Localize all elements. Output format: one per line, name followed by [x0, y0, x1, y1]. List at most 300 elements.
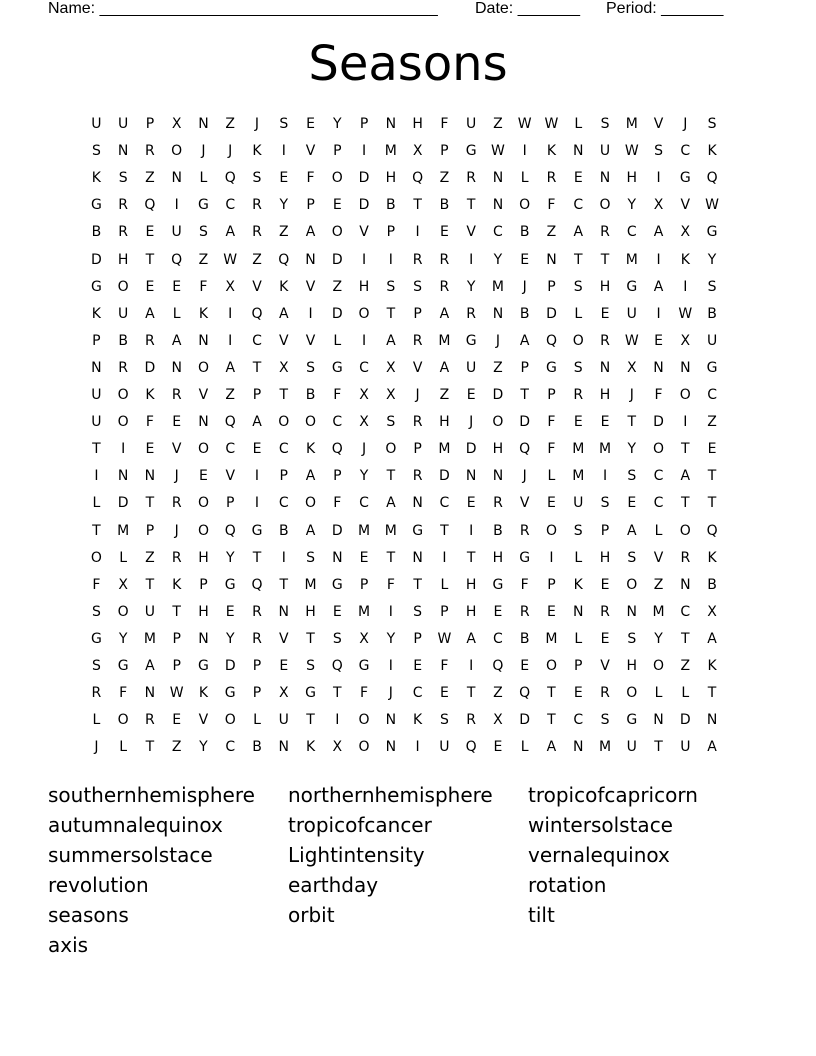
grid-letter: V: [198, 387, 209, 403]
grid-letter: N: [144, 685, 156, 702]
grid-letter: S: [600, 712, 610, 729]
word-list-item: vernalequinox: [528, 843, 670, 867]
grid-letter: K: [91, 170, 101, 187]
grid-letter: T: [547, 712, 556, 729]
grid-letter: N: [198, 414, 209, 431]
grid-letter: Q: [144, 197, 156, 214]
grid-letter: M: [143, 630, 156, 647]
grid-letter: V: [305, 143, 316, 160]
grid-letter: L: [654, 685, 663, 702]
grid-letter: K: [91, 305, 101, 322]
grid-letter: I: [656, 170, 661, 187]
grid-letter: J: [174, 468, 179, 485]
grid-letter: P: [359, 576, 369, 593]
grid-letter: U: [626, 305, 637, 322]
grid-letter: K: [707, 143, 717, 160]
grid-letter: H: [198, 549, 209, 566]
grid-letter: D: [331, 305, 343, 322]
grid-letter: R: [171, 549, 182, 566]
grid-letter: Q: [171, 251, 183, 268]
grid-letter: F: [92, 576, 101, 593]
grid-letter: P: [413, 441, 422, 458]
grid-letter: R: [600, 603, 610, 620]
grid-letter: J: [201, 143, 206, 160]
grid-letter: S: [654, 143, 663, 160]
grid-letter: F: [440, 116, 449, 132]
grid-letter: O: [626, 685, 638, 702]
grid-letter: F: [360, 685, 369, 702]
word-list-item: autumnalequinox: [48, 813, 223, 837]
grid-letter: T: [707, 495, 717, 512]
grid-letter: G: [706, 224, 718, 241]
grid-letter: L: [574, 549, 583, 566]
grid-letter: R: [493, 495, 503, 512]
grid-letter: F: [145, 414, 154, 431]
grid-letter: Y: [707, 251, 717, 268]
grid-letter: P: [413, 630, 422, 647]
grid-letter: N: [492, 305, 504, 322]
grid-letter: R: [600, 685, 610, 702]
grid-letter: Z: [225, 116, 236, 132]
grid-letter: C: [439, 495, 450, 512]
grid-letter: V: [653, 549, 664, 566]
grid-letter: J: [522, 278, 527, 295]
grid-letter: D: [492, 387, 504, 403]
grid-letter: L: [681, 685, 690, 702]
grid-letter: F: [199, 278, 208, 295]
grid-letter: Y: [493, 251, 503, 268]
grid-letter: V: [305, 332, 316, 349]
grid-letter: K: [198, 685, 209, 702]
grid-letter: H: [439, 414, 450, 431]
grid-letter: X: [359, 414, 369, 431]
grid-letter: S: [600, 116, 610, 132]
grid-letter: E: [145, 278, 155, 295]
grid-letter: H: [599, 387, 611, 403]
grid-letter: L: [654, 522, 663, 539]
grid-letter: I: [254, 468, 260, 485]
grid-letter: H: [385, 170, 397, 187]
grid-letter: H: [599, 549, 611, 566]
grid-letter: N: [573, 603, 584, 620]
grid-letter: P: [520, 359, 529, 376]
grid-letter: Y: [627, 197, 637, 214]
grid-letter: L: [520, 739, 529, 756]
grid-letter: P: [145, 522, 155, 539]
grid-letter: F: [654, 387, 663, 403]
grid-letter: B: [278, 522, 289, 539]
grid-letter: V: [519, 495, 530, 512]
grid-letter: A: [707, 739, 717, 756]
grid-letter: S: [386, 278, 396, 295]
grid-letter: C: [680, 143, 691, 160]
grid-letter: G: [679, 170, 691, 187]
grid-letter: E: [439, 685, 449, 702]
grid-letter: Y: [225, 549, 235, 566]
grid-letter: Q: [224, 414, 236, 431]
grid-letter: R: [412, 414, 423, 431]
grid-letter: T: [573, 251, 583, 268]
grid-letter: B: [707, 305, 717, 322]
grid-letter: V: [600, 658, 610, 674]
grid-letter: V: [278, 332, 289, 349]
grid-letter: O: [331, 170, 343, 187]
grid-letter: E: [439, 224, 449, 241]
grid-letter: E: [359, 549, 369, 566]
grid-letter: P: [547, 576, 556, 593]
grid-letter: I: [442, 549, 447, 566]
grid-letter: P: [145, 116, 155, 132]
grid-letter: N: [599, 359, 611, 376]
grid-letter: O: [305, 414, 317, 431]
grid-letter: M: [384, 522, 397, 539]
grid-letter: K: [707, 549, 717, 566]
grid-letter: M: [625, 251, 638, 268]
grid-letter: V: [466, 224, 476, 241]
grid-letter: G: [117, 658, 129, 674]
grid-letter: V: [278, 630, 289, 647]
word-list-item: northernhemisphere: [288, 783, 493, 807]
grid-letter: H: [358, 278, 370, 295]
grid-letter: N: [278, 739, 289, 756]
grid-letter: G: [492, 576, 504, 593]
grid-letter: E: [225, 603, 235, 620]
grid-letter: Z: [493, 685, 503, 702]
grid-letter: B: [91, 224, 102, 241]
word-list-item: tropicofcapricorn: [528, 783, 698, 807]
grid-letter: T: [145, 495, 155, 512]
grid-letter: M: [304, 576, 317, 593]
grid-letter: E: [493, 603, 503, 620]
grid-letter: L: [574, 116, 583, 132]
grid-letter: W: [517, 116, 532, 132]
grid-letter: U: [626, 739, 637, 756]
grid-letter: E: [172, 414, 182, 431]
grid-letter: Q: [706, 522, 718, 539]
grid-letter: A: [466, 630, 476, 647]
grid-letter: Q: [331, 441, 343, 458]
grid-letter: R: [91, 685, 102, 702]
grid-letter: S: [91, 658, 101, 674]
grid-letter: T: [386, 468, 396, 485]
grid-letter: X: [386, 387, 396, 403]
grid-letter: D: [653, 414, 664, 431]
word-list-item: seasons: [48, 903, 129, 927]
grid-letter: Y: [359, 468, 369, 485]
grid-letter: W: [624, 332, 639, 349]
grid-letter: R: [171, 495, 182, 512]
grid-letter: V: [252, 278, 262, 295]
grid-letter: T: [681, 441, 690, 458]
grid-letter: I: [281, 143, 286, 160]
grid-letter: G: [546, 359, 557, 376]
grid-letter: G: [224, 576, 236, 593]
grid-letter: T: [466, 685, 476, 702]
grid-letter: Z: [680, 658, 691, 674]
grid-letter: M: [598, 739, 612, 756]
grid-letter: W: [437, 630, 452, 647]
grid-letter: P: [252, 658, 262, 674]
grid-letter: R: [252, 197, 262, 214]
grid-letter: I: [683, 414, 688, 431]
grid-letter: O: [358, 712, 370, 729]
grid-letter: Z: [546, 224, 557, 241]
grid-letter: B: [519, 305, 530, 322]
grid-letter: K: [305, 739, 316, 756]
grid-letter: H: [412, 116, 423, 132]
grid-letter: E: [145, 224, 155, 241]
grid-letter: W: [544, 116, 559, 132]
grid-letter: O: [358, 305, 370, 322]
grid-letter: J: [228, 143, 233, 160]
grid-letter: A: [145, 305, 155, 322]
period-field: Period: _______: [606, 0, 724, 17]
grid-letter: T: [440, 522, 449, 539]
grid-letter: K: [707, 658, 717, 674]
grid-letter: S: [306, 658, 315, 674]
grid-letter: O: [653, 658, 665, 674]
grid-letter: C: [626, 224, 637, 241]
grid-letter: A: [305, 468, 316, 485]
grid-letter: G: [90, 278, 102, 295]
grid-letter: P: [306, 197, 315, 214]
page-title: Seasons: [308, 36, 508, 92]
grid-letter: D: [331, 251, 343, 268]
grid-letter: R: [252, 224, 262, 241]
grid-letter: V: [305, 278, 316, 295]
grid-letter: D: [358, 197, 370, 214]
grid-letter: P: [172, 630, 181, 647]
grid-letter: R: [466, 305, 477, 322]
grid-letter: V: [653, 116, 664, 132]
grid-letter: Q: [331, 658, 343, 674]
grid-letter: M: [625, 116, 638, 132]
grid-letter: I: [388, 658, 393, 674]
grid-letter: Q: [519, 685, 531, 702]
grid-letter: X: [493, 712, 503, 729]
grid-letter: G: [626, 712, 638, 729]
grid-letter: W: [624, 143, 639, 160]
grid-letter: G: [412, 522, 424, 539]
grid-letter: P: [252, 685, 262, 702]
grid-letter: M: [598, 441, 612, 458]
grid-letter: R: [519, 522, 530, 539]
grid-letter: Z: [439, 170, 450, 187]
grid-letter: U: [91, 387, 102, 403]
grid-letter: D: [144, 359, 156, 376]
grid-letter: I: [656, 251, 661, 268]
grid-letter: G: [331, 359, 343, 376]
grid-letter: W: [678, 305, 693, 322]
grid-letter: N: [412, 495, 423, 512]
grid-letter: I: [602, 468, 608, 485]
grid-letter: Y: [225, 630, 235, 647]
grid-letter: A: [653, 278, 664, 295]
grid-letter: H: [465, 603, 477, 620]
grid-letter: M: [572, 441, 585, 458]
grid-letter: Y: [466, 278, 476, 295]
grid-letter: N: [680, 359, 691, 376]
grid-letter: I: [388, 251, 393, 268]
grid-letter: A: [573, 224, 584, 241]
grid-letter: C: [573, 712, 584, 729]
grid-letter: X: [332, 739, 343, 756]
grid-letter: P: [440, 143, 449, 160]
grid-letter: H: [626, 170, 638, 187]
grid-letter: V: [171, 441, 182, 458]
grid-letter: A: [278, 305, 289, 322]
grid-letter: Z: [252, 251, 262, 268]
grid-letter: M: [384, 143, 397, 160]
grid-letter: C: [573, 197, 584, 214]
grid-letter: G: [465, 332, 477, 349]
grid-letter: I: [656, 305, 661, 322]
grid-letter: G: [90, 630, 102, 647]
grid-letter: Q: [278, 251, 290, 268]
grid-letter: H: [198, 603, 209, 620]
grid-letter: T: [466, 197, 476, 214]
grid-letter: R: [412, 332, 423, 349]
grid-letter: X: [225, 278, 236, 295]
grid-letter: F: [333, 387, 342, 403]
grid-letter: T: [707, 685, 717, 702]
grid-letter: H: [465, 576, 477, 593]
grid-letter: A: [439, 359, 450, 376]
grid-letter: L: [119, 739, 128, 756]
grid-letter: T: [145, 576, 155, 593]
grid-letter: D: [331, 522, 343, 539]
grid-letter: E: [252, 441, 262, 458]
grid-letter: N: [144, 468, 156, 485]
grid-letter: E: [547, 495, 556, 512]
grid-letter: T: [252, 549, 262, 566]
grid-letter: W: [491, 143, 505, 160]
grid-letter: O: [679, 387, 691, 403]
grid-letter: E: [145, 441, 155, 458]
grid-letter: Z: [145, 170, 155, 187]
grid-letter: B: [519, 224, 530, 241]
grid-letter: U: [439, 739, 450, 756]
grid-letter: L: [199, 170, 208, 187]
grid-letter: A: [653, 224, 664, 241]
grid-letter: V: [680, 197, 691, 214]
word-list-item: rotation: [528, 873, 607, 897]
grid-letter: Q: [465, 739, 477, 756]
grid-letter: C: [332, 414, 343, 431]
grid-letter: L: [92, 495, 101, 512]
grid-letter: Z: [145, 549, 155, 566]
grid-letter: C: [225, 197, 236, 214]
grid-letter: D: [358, 170, 370, 187]
grid-letter: B: [707, 576, 717, 593]
grid-letter: N: [626, 603, 638, 620]
grid-letter: A: [225, 224, 236, 241]
grid-letter: Q: [492, 658, 504, 674]
grid-letter: C: [493, 630, 503, 647]
grid-letter: O: [358, 739, 370, 756]
grid-letter: U: [466, 116, 477, 132]
grid-letter: N: [573, 143, 584, 160]
grid-letter: Q: [519, 441, 531, 458]
grid-letter: Q: [412, 170, 424, 187]
grid-letter: A: [439, 305, 450, 322]
grid-letter: S: [627, 468, 637, 485]
word-list-item: Lightintensity: [288, 843, 425, 867]
grid-letter: O: [385, 441, 397, 458]
grid-letter: O: [197, 359, 209, 376]
grid-letter: X: [278, 359, 289, 376]
grid-letter: O: [224, 712, 236, 729]
grid-letter: N: [91, 359, 102, 376]
grid-letter: S: [627, 549, 637, 566]
grid-letter: P: [440, 603, 449, 620]
grid-letter: T: [654, 739, 663, 756]
grid-letter: A: [305, 522, 316, 539]
grid-letter: T: [145, 251, 155, 268]
grid-letter: W: [223, 251, 238, 268]
grid-letter: C: [278, 441, 289, 458]
grid-letter: F: [547, 441, 556, 458]
grid-letter: R: [118, 359, 129, 376]
grid-letter: B: [386, 197, 396, 214]
grid-letter: J: [362, 441, 367, 458]
grid-letter: C: [707, 387, 717, 403]
grid-letter: J: [415, 387, 420, 403]
grid-letter: D: [224, 658, 236, 674]
grid-letter: I: [281, 549, 286, 566]
grid-letter: U: [91, 116, 102, 132]
grid-letter: T: [172, 603, 181, 620]
grid-letter: E: [279, 170, 289, 187]
grid-letter: T: [413, 576, 422, 593]
grid-letter: R: [412, 468, 423, 485]
grid-letter: T: [466, 549, 476, 566]
grid-letter: G: [519, 549, 531, 566]
date-field: Date: _______: [475, 0, 580, 17]
grid-letter: O: [599, 197, 611, 214]
grid-letter: H: [305, 603, 316, 620]
grid-letter: A: [626, 522, 637, 539]
grid-letter: Q: [251, 576, 263, 593]
grid-letter: K: [252, 143, 262, 160]
grid-letter: I: [174, 197, 179, 214]
grid-letter: A: [519, 332, 530, 349]
grid-letter: T: [386, 305, 396, 322]
grid-letter: T: [252, 359, 262, 376]
grid-letter: H: [599, 278, 611, 295]
word-list-item: tilt: [528, 903, 555, 927]
grid-letter: F: [333, 495, 342, 512]
grid-letter: S: [600, 495, 610, 512]
grid-letter: C: [653, 495, 664, 512]
grid-letter: P: [547, 387, 556, 403]
grid-letter: F: [547, 197, 556, 214]
grid-letter: R: [412, 251, 423, 268]
grid-letter: E: [306, 116, 315, 132]
grid-letter: C: [493, 224, 503, 241]
grid-letter: F: [306, 170, 315, 187]
grid-letter: R: [145, 143, 155, 160]
grid-letter: U: [144, 603, 156, 620]
word-list-item: southernhemisphere: [48, 783, 255, 807]
grid-letter: G: [706, 359, 718, 376]
grid-letter: O: [331, 224, 343, 241]
grid-letter: P: [359, 116, 369, 132]
grid-letter: M: [358, 603, 371, 620]
grid-letter: F: [520, 576, 529, 593]
grid-letter: J: [94, 739, 99, 756]
grid-letter: O: [117, 278, 129, 295]
